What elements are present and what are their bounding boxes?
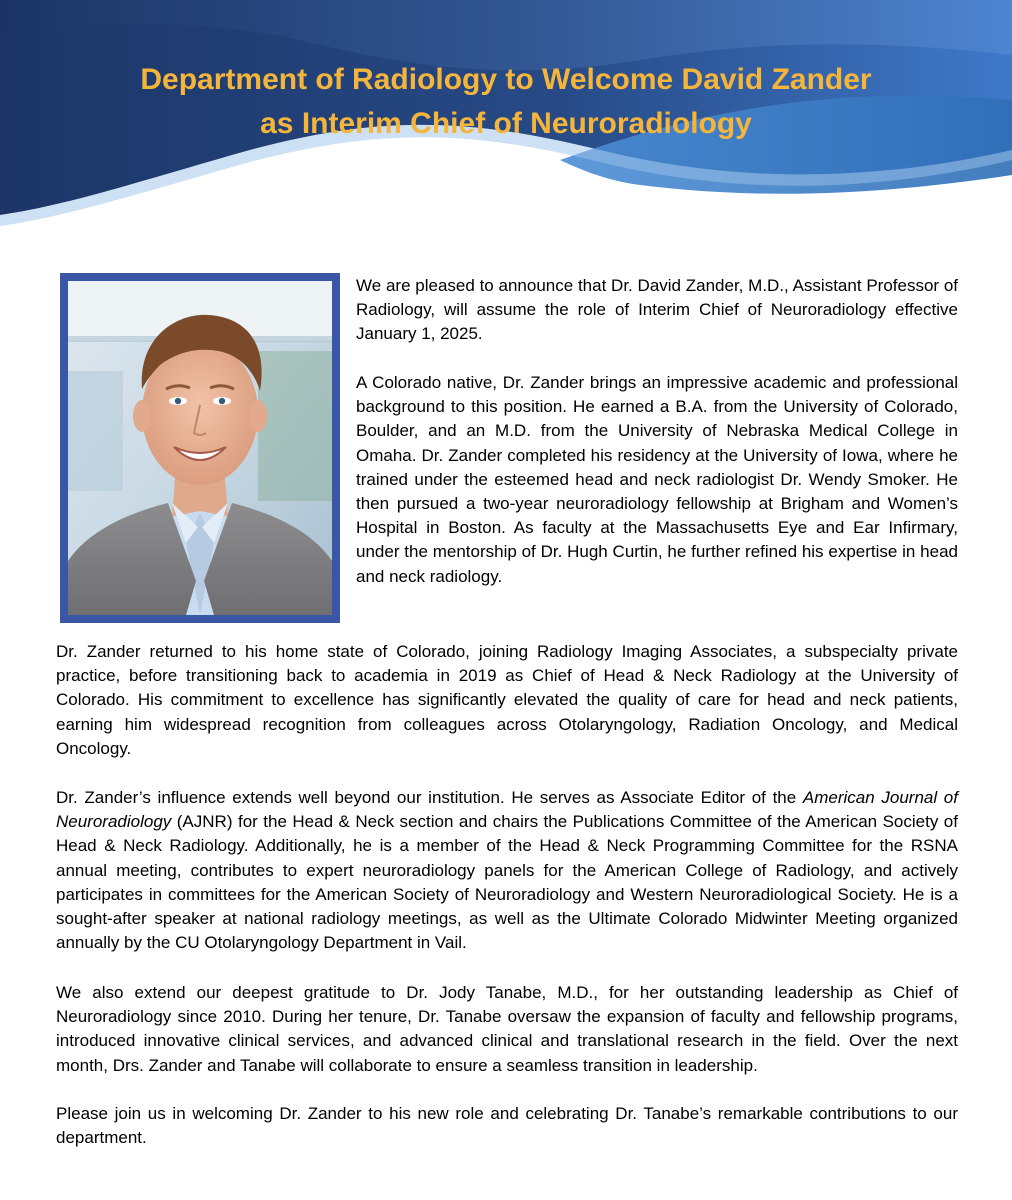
influence-text-b: (AJNR) for the Head & Neck section and chairs the Publications Committee of the American Society of Head & Neck Radiology. Additionally, he is a member of the Head & Neck Programming Committee for the RSNA annual meeting, contributes to expert neuroradiology panels for the American College of Radiology, and actively participates in committees for the American Society of Neuroradiology and Western Neuroradiological Society. He is a sought-after speaker at national radiology meetings, as well as the Ultimate Colorado Midwinter Meeting organized annually by the CU Otolaryngology Department in Vail.	[56, 812, 958, 953]
gratitude-paragraph: We also extend our deepest gratitude to Dr. Jody Tanabe, M.D., for her outstanding leadership as Chief of Neuroradiology since 2010. During her tenure, Dr. Tanabe oversaw the expansion of faculty and fellowship programs, introduced innovative clinical services, and advanced clinical and translational research in the field. Over the next month, Drs. Zander and Tanabe will collaborate to ensure a seamless transition in leadership.	[56, 983, 958, 1075]
photo-frame	[60, 273, 340, 623]
title-line-2: as Interim Chief of Neuroradiology	[260, 107, 752, 140]
career-paragraph: Dr. Zander returned to his home state of Colorado, joining Radiology Imaging Associates, a subspecialty private practice, before transitioning back to academia in 2019 as Chief of Head & Neck Radiology at the University of Colorado. His commitment to excellence has significantly elevated the quality of care for head and neck patients, earning him widespread recognition from colleagues across Otolaryngology, Radiation Oncology, and Medical Oncology.	[56, 642, 958, 758]
closing-paragraph: Please join us in welcoming Dr. Zander to his new role and celebrating Dr. Tanabe’s remarkable contributions to our department.	[56, 1104, 958, 1148]
background-paragraph: A Colorado native, Dr. Zander brings an impressive academic and professional background to this position. He earned a B.A. from the University of Colorado, Boulder, and an M.D. from the University of Nebraska Medical College in Omaha. Dr. Zander completed his residency at the University of Iowa, where he trained under the esteemed head and neck radiologist Dr. Wendy Smoker. He then pursued a two-year neuroradiology fellowship at Brigham and Women’s Hospital in Boston. As faculty at the Massachusetts Eye and Ear Infirmary, under the mentorship of Dr. Hugh Curtin, he further refined his expertise in head and neck radiology.	[356, 373, 958, 586]
intro-paragraph: We are pleased to announce that Dr. David Zander, M.D., Assistant Professor of Radiology, will assume the role of Interim Chief of Neuroradiology effective January 1, 2025.	[356, 276, 958, 344]
portrait-photo	[68, 281, 332, 615]
page-title	[0, 58, 1012, 146]
influence-text-a: Dr. Zander’s influence extends well beyond our institution. He serves as Associate Editor of the	[56, 788, 803, 807]
title-line-1: Department of Radiology to Welcome David Zander	[140, 63, 872, 96]
journal-name: American Journal of Neuroradiology	[56, 788, 958, 832]
influence-paragraph	[56, 786, 958, 955]
